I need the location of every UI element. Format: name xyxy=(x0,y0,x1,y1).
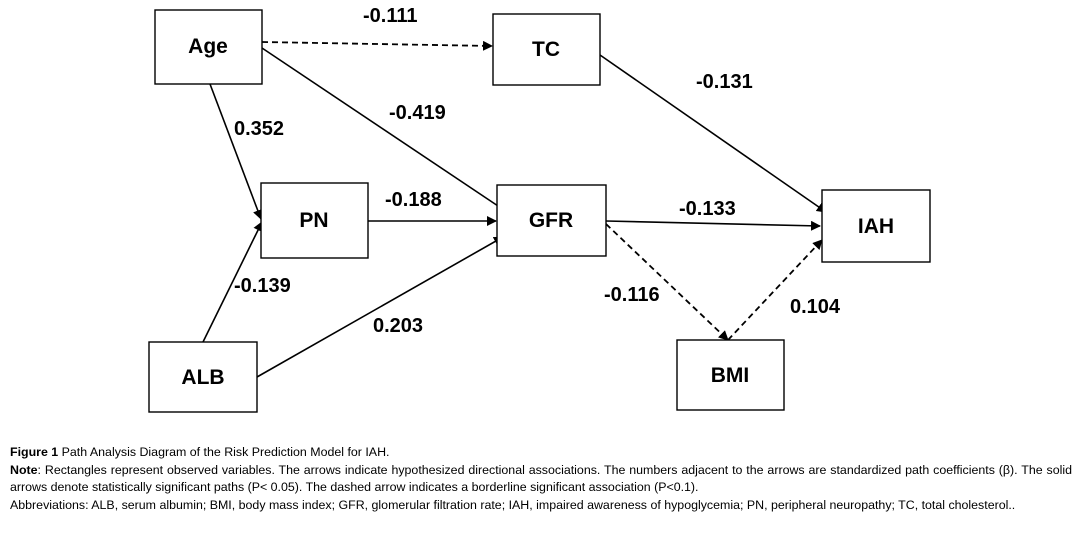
node-pn xyxy=(261,183,368,258)
node-iah-label: IAH xyxy=(857,215,895,238)
edge-gfr-bmi xyxy=(606,224,728,340)
caption-title-line xyxy=(10,444,1072,462)
node-gfr-label: GFR xyxy=(528,209,574,232)
edge-age-pn xyxy=(210,84,261,219)
coef-alb-pn: -0.139 xyxy=(234,275,291,297)
node-alb xyxy=(149,342,257,412)
node-bmi-label: BMI xyxy=(710,364,750,387)
figure-caption xyxy=(10,444,1072,514)
node-iah xyxy=(822,190,930,262)
coef-gfr-bmi: -0.116 xyxy=(604,284,660,306)
caption-abbreviations: Abbreviations: ALB, serum albumin; BMI, body mass index; GFR, glomerular filtration rate; IAH, impaired awareness of hypoglycemia; PN, peripheral neuropathy; TC, total cholesterol.. xyxy=(10,497,1016,512)
note-text: : Rectangles represent observed variables. The arrows indicate hypothesized directional associations. The numbers adjacent to the arrows are standardized path coefficients (β). The solid arrows denote statistically significant paths (P< 0.05). The dashed arrow indicates a borderline significant association (P<0.1). xyxy=(10,462,1072,494)
coef-tc-iah: -0.131 xyxy=(696,71,753,93)
note-label: Note xyxy=(10,462,38,477)
coef-gfr-iah: -0.133 xyxy=(679,198,736,220)
node-age-label: Age xyxy=(188,35,228,58)
coef-bmi-iah: 0.104 xyxy=(790,296,841,318)
figure-title: Path Analysis Diagram of the Risk Prediction Model for IAH. xyxy=(61,445,390,459)
node-tc xyxy=(493,14,600,85)
coef-alb-gfr: 0.203 xyxy=(373,315,424,337)
node-bmi xyxy=(677,340,784,410)
node-gfr xyxy=(497,185,606,256)
figure-label: Figure 1 xyxy=(10,445,59,459)
edge-bmi-iah xyxy=(728,240,822,340)
coef-pn-gfr: -0.188 xyxy=(385,189,442,211)
node-pn-label: PN xyxy=(299,209,329,232)
coef-age-pn: 0.352 xyxy=(234,118,285,140)
node-alb-label: ALB xyxy=(181,366,225,389)
node-tc-label: TC xyxy=(532,38,560,61)
edge-gfr-iah xyxy=(606,221,820,226)
caption-note xyxy=(10,462,1072,497)
edge-age-tc xyxy=(262,42,492,46)
node-age xyxy=(155,10,262,84)
coef-age-tc: -0.111 xyxy=(363,5,418,27)
coef-age-gfr: -0.419 xyxy=(389,102,446,124)
